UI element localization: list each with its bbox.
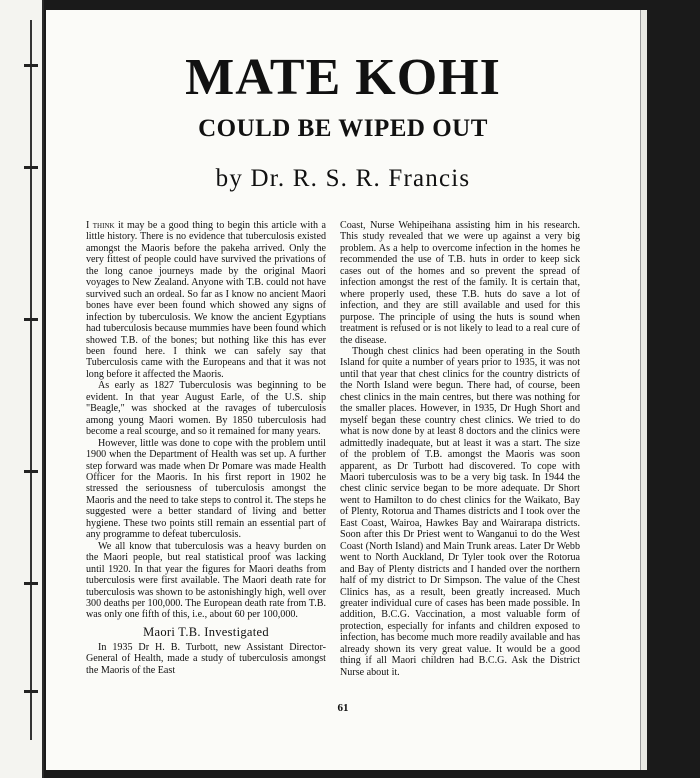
binding-stitch [24,166,38,169]
left-column [86,220,326,698]
binding-stitch [24,64,38,67]
binding-stitch [24,582,38,585]
article-byline: by Dr. R. S. R. Francis [215,165,471,192]
article-subtitle: COULD BE WIPED OUT [198,115,488,142]
previous-page-edge [0,0,44,778]
binding-stitch [24,690,38,693]
lead-in: I think [86,220,115,231]
binding-stitch [24,318,38,321]
paragraph: However, little was done to cope with the problem until 1900 when the Department of Health was set up. A further step forward was made when Dr Pomare was made Health Officer for the Maoris. In his first report in 1902 he stressed the seriousness of tuberculosis amongst the Maoris and the need to take steps to control it. The steps he suggested were a better standard of living and better hygiene. These two points still remain an essential part of any programme to defeat tuberculosis. [86,437,326,541]
paragraph: Though chest clinics had been operating in the South Island for quite a number of years prior to 1935, it was not until that year that chest clinics for the country districts of the North Island were begun. There had, of course, been chest clinics in the main centres, but there was nothing for the smaller places. However, in 1935, Dr Hugh Short and myself began these country chest clinics. We tried to do what is now done by at least 8 doctors and the clinics were admittedly inadequate, but at least it was a start. The size of the problem of T.B. amongst the Maoris was soon apparent, as Dr Turbott had discovered. To cope with Maori tuberculosis was to be a very big task. In 1944 the chest clinic service began to be more adequate. Dr Short went to Hamilton to do chest clinics for the Waikato, Bay of Plenty, Rotorua and Thames districts and I took over the East Coast, Wairoa, Hawkes Bay and Wairarapa districts. Soon after this Dr Priest went to Wanganui to do the West Coast (North Island) and Main Trunk areas. Later Dr Webb went to North Auckland, Dr Tyler took over the Rotorua and Bay of Plenty districts and I handed over the northern half of my district to Dr Simpson. The value of the Chest Clinics has, as a result, been greatly increased. Much greater individual cure of cases has been made possible. In addition, B.C.G. Vaccination, a most valuable form of protection, especially for infants and children exposed to infection, has become much more readily available and has already shown its very great value. It would be a good thing if all Maori children had B.C.G. Ask the District Nurse about it. [340,345,580,678]
paragraph: In 1935 Dr H. B. Turbott, new Assistant Director-General of Health, made a study of tuberculosis amongst the Maoris of the East [86,641,326,676]
paragraph [86,220,326,380]
paragraph: As early as 1827 Tuberculosis was beginning to be evident. In that year August Earle, of the U.S. ship "Beagle," was shocked at the ravages of tuberculosis among young Maori women. By 1850 tuberculosis had become a real scourge, and so it remained for many years. [86,380,326,438]
page-number: 61 [337,702,349,714]
paragraph: We all know that tuberculosis was a heavy burden on the Maori people, but real statistical proof was lacking until 1920. In that year the figures for Maori deaths from tuberculosis were first available. The Maori death rate for tuberculosis was shown to be astonishingly high, well over 300 deaths per 100,000. The European death rate from T.B. was only one fifth of this, i.e., about 60 per 100,000. [86,540,326,621]
binding-stitch [24,470,38,473]
paragraph-text: it may be a good thing to begin this article with a little history. There is no evidence that tuberculosis existed amongst the Maoris before the pakeha arrived. Only the very fittest of people could have survived the privations of the long canoe journeys made by the original Maori voyages to New Zealand. Anyone with T.B. could not have survived such an ordeal. So far as I know no ancient Maori bones have ever been found which showed any signs of infection by tuberculosis. We know the ancient Egyptians had tuberculosis because mummies have been found which showed T.B. of the bones; but nothing like this has ever been found here. I think we can safely say that Tuberculosis came with the Europeans and that it was not long before it affected the Maoris. [86,220,326,380]
binding-line [30,20,32,740]
section-heading: Maori T.B. Investigated [143,624,269,639]
article-title: MATE KOHI [185,49,501,106]
paragraph: Coast, Nurse Wehipeihana assisting him in his research. This study revealed that we were up against a very big problem. As a help to overcome infection in the homes he recommended the use of T.B. huts in order to keep sick cases out of the homes and so prevent the spread of infection amongst the rest of the family. It is certain that, where properly used, these T.B. huts do save a lot of infection, and they are still available and used for this purpose. The principle of using the huts is sound when treatment is refused or is not likely to lead to a real cure of the disease. [340,220,580,346]
right-column [340,220,580,698]
page-edge [640,10,647,770]
magazine-page [46,10,640,770]
